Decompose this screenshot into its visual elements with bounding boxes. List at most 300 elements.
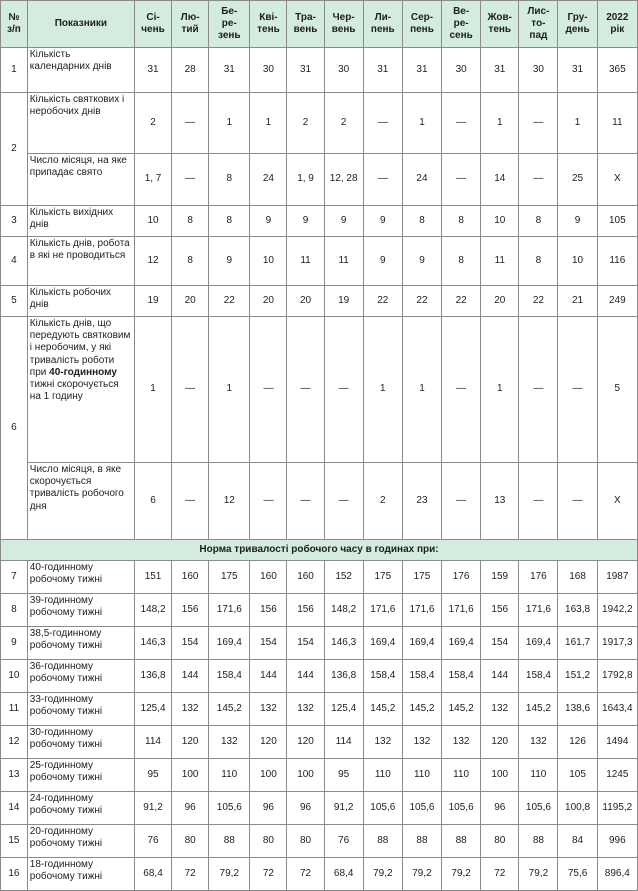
table-cell: 100 — [172, 759, 209, 792]
table-cell: 76 — [134, 825, 171, 858]
row-label: 36-годинному робочому тижні — [27, 660, 134, 693]
table-cell: 79,2 — [402, 858, 441, 891]
table-cell: 136,8 — [324, 660, 363, 693]
table-cell: 1917,3 — [597, 627, 637, 660]
row-number: 6 — [1, 317, 28, 540]
table-cell: 160 — [250, 561, 287, 594]
table-cell: 365 — [597, 48, 637, 93]
table-cell: 8 — [172, 237, 209, 286]
table-cell: 14 — [481, 154, 519, 206]
table-cell: 168 — [558, 561, 597, 594]
header-month: Сі- чень — [134, 1, 171, 48]
table-cell: 24 — [402, 154, 441, 206]
header-month: Гру- день — [558, 1, 597, 48]
table-cell: 31 — [287, 48, 324, 93]
row-number: 7 — [1, 561, 28, 594]
table-cell: 145,2 — [442, 693, 481, 726]
table-cell: 105,6 — [209, 792, 250, 825]
table-cell: 2 — [363, 463, 402, 540]
table-cell: 28 — [172, 48, 209, 93]
header-month: Сер- пень — [402, 1, 441, 48]
table-cell: 8 — [209, 206, 250, 237]
table-cell: 22 — [363, 286, 402, 317]
table-cell: 80 — [172, 825, 209, 858]
row-number: 2 — [1, 93, 28, 206]
table-cell: 20 — [172, 286, 209, 317]
table-cell: — — [558, 463, 597, 540]
table-cell: 176 — [442, 561, 481, 594]
header-month: Лю- тий — [172, 1, 209, 48]
table-cell: 163,8 — [558, 594, 597, 627]
table-cell: 132 — [402, 726, 441, 759]
table-cell: 120 — [287, 726, 324, 759]
table-cell: 110 — [209, 759, 250, 792]
row-number: 10 — [1, 660, 28, 693]
table-cell: 10 — [250, 237, 287, 286]
table-cell: — — [287, 463, 324, 540]
table-cell: 25 — [558, 154, 597, 206]
table-cell: 114 — [134, 726, 171, 759]
table-cell: 156 — [172, 594, 209, 627]
table-cell: 79,2 — [442, 858, 481, 891]
table-cell: 1, 9 — [287, 154, 324, 206]
table-cell: 22 — [209, 286, 250, 317]
table-row — [1, 463, 638, 540]
row-label: Кількість днів, робота в які не проводиться — [27, 237, 134, 286]
table-row — [1, 561, 638, 594]
table-cell: 68,4 — [134, 858, 171, 891]
table-row — [1, 726, 638, 759]
table-cell: 91,2 — [324, 792, 363, 825]
table-cell: 156 — [287, 594, 324, 627]
table-cell: 158,4 — [442, 660, 481, 693]
table-cell: — — [324, 317, 363, 463]
table-cell: 132 — [363, 726, 402, 759]
table-cell: 8 — [172, 206, 209, 237]
table-cell: 158,4 — [519, 660, 558, 693]
table-cell: 176 — [519, 561, 558, 594]
table-cell: 31 — [363, 48, 402, 93]
table-cell: 76 — [324, 825, 363, 858]
table-cell: — — [442, 317, 481, 463]
table-cell: 100 — [287, 759, 324, 792]
table-cell: 8 — [402, 206, 441, 237]
table-cell: 8 — [519, 206, 558, 237]
table-cell: 114 — [324, 726, 363, 759]
table-cell: 88 — [402, 825, 441, 858]
table-cell: 31 — [134, 48, 171, 93]
table-cell: 8 — [519, 237, 558, 286]
row-label: 33-годинному робочому тижні — [27, 693, 134, 726]
header-number: № з/п — [1, 1, 28, 48]
table-cell: — — [363, 154, 402, 206]
row-number: 12 — [1, 726, 28, 759]
table-cell: 171,6 — [442, 594, 481, 627]
table-cell: — — [324, 463, 363, 540]
table-cell: 1, 7 — [134, 154, 171, 206]
table-cell: 120 — [172, 726, 209, 759]
table-cell: — — [519, 154, 558, 206]
table-cell: 132 — [250, 693, 287, 726]
table-row — [1, 206, 638, 237]
table-cell: 8 — [442, 206, 481, 237]
table-row — [1, 759, 638, 792]
table-cell: 19 — [324, 286, 363, 317]
row-label: Число місяця, в яке скорочується тривалість робочого дня — [27, 463, 134, 540]
table-cell: 96 — [287, 792, 324, 825]
table-cell: — — [250, 317, 287, 463]
table-cell: 145,2 — [363, 693, 402, 726]
row-label-bold: 40-годинному — [49, 366, 117, 378]
table-cell: 158,4 — [402, 660, 441, 693]
table-cell: 1 — [209, 93, 250, 154]
table-cell: 1494 — [597, 726, 637, 759]
table-cell: 72 — [172, 858, 209, 891]
table-cell: 154 — [481, 627, 519, 660]
table-cell: 105,6 — [442, 792, 481, 825]
table-cell: 144 — [172, 660, 209, 693]
table-cell: 132 — [287, 693, 324, 726]
table-cell: 9 — [402, 237, 441, 286]
row-label: 18-годинному робочому тижні — [27, 858, 134, 891]
table-cell: 996 — [597, 825, 637, 858]
table-cell: 171,6 — [209, 594, 250, 627]
table-cell: 11 — [324, 237, 363, 286]
table-cell: 12 — [209, 463, 250, 540]
table-cell: 100 — [250, 759, 287, 792]
table-cell: 2 — [287, 93, 324, 154]
table-cell: 148,2 — [134, 594, 171, 627]
table-cell: 110 — [519, 759, 558, 792]
table-cell: 9 — [558, 206, 597, 237]
table-cell: — — [519, 317, 558, 463]
table-cell: 161,7 — [558, 627, 597, 660]
table-cell: 105,6 — [363, 792, 402, 825]
table-cell: 2 — [324, 93, 363, 154]
table-row — [1, 93, 638, 154]
table-cell: 1 — [558, 93, 597, 154]
table-cell: 132 — [172, 693, 209, 726]
row-label: 20-годинному робочому тижні — [27, 825, 134, 858]
table-cell: 145,2 — [209, 693, 250, 726]
table-cell: 95 — [134, 759, 171, 792]
table-cell: 31 — [558, 48, 597, 93]
row-number: 13 — [1, 759, 28, 792]
table-cell: 145,2 — [402, 693, 441, 726]
table-cell: 11 — [287, 237, 324, 286]
table-cell: 12, 28 — [324, 154, 363, 206]
table-cell: 1 — [402, 93, 441, 154]
row-label: Кількість календарних днів — [27, 48, 134, 93]
table-cell: 132 — [209, 726, 250, 759]
table-cell: 1 — [363, 317, 402, 463]
table-cell: 169,4 — [209, 627, 250, 660]
table-cell: 154 — [172, 627, 209, 660]
table-cell: 96 — [250, 792, 287, 825]
table-cell: — — [558, 317, 597, 463]
table-cell: 1792,8 — [597, 660, 637, 693]
row-number: 1 — [1, 48, 28, 93]
table-cell: 100,8 — [558, 792, 597, 825]
table-cell: 138,6 — [558, 693, 597, 726]
table-cell: 171,6 — [363, 594, 402, 627]
table-cell: 95 — [324, 759, 363, 792]
row-label: Кількість робочих днів — [27, 286, 134, 317]
table-cell: 72 — [287, 858, 324, 891]
table-row — [1, 286, 638, 317]
table-cell: 30 — [442, 48, 481, 93]
table-cell: 160 — [287, 561, 324, 594]
table-cell: 10 — [134, 206, 171, 237]
table-cell: 31 — [209, 48, 250, 93]
table-cell: 144 — [287, 660, 324, 693]
table-cell: 169,4 — [519, 627, 558, 660]
table-cell: 125,4 — [134, 693, 171, 726]
table-cell: 144 — [250, 660, 287, 693]
table-cell: 75,6 — [558, 858, 597, 891]
table-cell: 10 — [558, 237, 597, 286]
table-cell: 72 — [481, 858, 519, 891]
table-cell: 12 — [134, 237, 171, 286]
table-cell: 84 — [558, 825, 597, 858]
table-cell: 79,2 — [519, 858, 558, 891]
table-cell: 20 — [287, 286, 324, 317]
table-cell: 169,4 — [363, 627, 402, 660]
table-cell: 1 — [481, 317, 519, 463]
table-cell: 132 — [442, 726, 481, 759]
table-cell: 1 — [209, 317, 250, 463]
header-month: Тра- вень — [287, 1, 324, 48]
table-cell: 136,8 — [134, 660, 171, 693]
table-cell: — — [363, 93, 402, 154]
table-cell: 152 — [324, 561, 363, 594]
table-cell: — — [442, 463, 481, 540]
table-cell: 249 — [597, 286, 637, 317]
table-cell: 22 — [519, 286, 558, 317]
table-cell: 169,4 — [442, 627, 481, 660]
table-cell: 79,2 — [209, 858, 250, 891]
row-number: 4 — [1, 237, 28, 286]
table-cell: 105,6 — [519, 792, 558, 825]
row-label: 25-годинному робочому тижні — [27, 759, 134, 792]
header-month: Ве- ре- сень — [442, 1, 481, 48]
row-label: 39-годинному робочому тижні — [27, 594, 134, 627]
table-cell: 1 — [402, 317, 441, 463]
table-cell: 158,4 — [209, 660, 250, 693]
table-cell: 1195,2 — [597, 792, 637, 825]
table-cell: 88 — [209, 825, 250, 858]
table-cell: Х — [597, 154, 637, 206]
table-row — [1, 154, 638, 206]
table-cell: 10 — [481, 206, 519, 237]
table-cell: 2 — [134, 93, 171, 154]
section-row — [1, 540, 638, 561]
table-cell: 8 — [442, 237, 481, 286]
table-cell: 9 — [324, 206, 363, 237]
table-row — [1, 858, 638, 891]
table-cell: 24 — [250, 154, 287, 206]
table-cell: 146,3 — [324, 627, 363, 660]
row-number: 14 — [1, 792, 28, 825]
table-cell: 154 — [250, 627, 287, 660]
table-cell: 148,2 — [324, 594, 363, 627]
row-label: Кількість вихідних днів — [27, 206, 134, 237]
row-number: 15 — [1, 825, 28, 858]
table-cell: 9 — [250, 206, 287, 237]
row-label: 38,5-годинному робочому тижні — [27, 627, 134, 660]
table-cell: 896,4 — [597, 858, 637, 891]
row-number: 5 — [1, 286, 28, 317]
header-year: 2022 рік — [597, 1, 637, 48]
table-cell: 158,4 — [363, 660, 402, 693]
table-cell: 1942,2 — [597, 594, 637, 627]
row-number: 9 — [1, 627, 28, 660]
table-cell: 169,4 — [402, 627, 441, 660]
header-month: Жов- тень — [481, 1, 519, 48]
table-row — [1, 792, 638, 825]
table-cell: — — [172, 93, 209, 154]
table-cell: 5 — [597, 317, 637, 463]
row-label: Число місяця, на яке припадає свято — [27, 154, 134, 206]
table-cell: 145,2 — [519, 693, 558, 726]
table-cell: 151,2 — [558, 660, 597, 693]
table-row — [1, 693, 638, 726]
table-cell: 125,4 — [324, 693, 363, 726]
table-cell: 1 — [481, 93, 519, 154]
table-cell: 88 — [519, 825, 558, 858]
table-cell: 20 — [250, 286, 287, 317]
table-cell: 79,2 — [363, 858, 402, 891]
row-number: 3 — [1, 206, 28, 237]
table-cell: 9 — [363, 237, 402, 286]
table-cell: — — [519, 93, 558, 154]
table-cell: — — [172, 463, 209, 540]
section-title: Норма тривалості робочого часу в годинах при: — [1, 540, 638, 561]
table-cell: 105,6 — [402, 792, 441, 825]
table-cell: — — [287, 317, 324, 463]
table-cell: 120 — [250, 726, 287, 759]
table-cell: 9 — [363, 206, 402, 237]
table-row — [1, 825, 638, 858]
table-cell: 154 — [287, 627, 324, 660]
table-cell: 80 — [250, 825, 287, 858]
table-row — [1, 48, 638, 93]
table-cell: 171,6 — [519, 594, 558, 627]
row-number: 16 — [1, 858, 28, 891]
header-month: Кві- тень — [250, 1, 287, 48]
table-cell: 146,3 — [134, 627, 171, 660]
table-row — [1, 594, 638, 627]
table-row — [1, 660, 638, 693]
table-cell: 144 — [481, 660, 519, 693]
table-cell: 1245 — [597, 759, 637, 792]
table-cell: 20 — [481, 286, 519, 317]
table-row — [1, 627, 638, 660]
table-row — [1, 317, 638, 463]
table-cell: 88 — [442, 825, 481, 858]
table-cell: — — [442, 93, 481, 154]
table-cell: 105 — [558, 759, 597, 792]
table-cell: — — [172, 154, 209, 206]
row-label: 24-годинному робочому тижні — [27, 792, 134, 825]
row-label: Кількість святкових і неробочих днів — [27, 93, 134, 154]
table-cell: 171,6 — [402, 594, 441, 627]
table-cell: 132 — [519, 726, 558, 759]
row-label: 30-годинному робочому тижні — [27, 726, 134, 759]
table-cell: 175 — [363, 561, 402, 594]
table-cell: 96 — [481, 792, 519, 825]
table-cell: 175 — [402, 561, 441, 594]
table-cell: 120 — [481, 726, 519, 759]
table-cell: 80 — [287, 825, 324, 858]
table-cell: 72 — [250, 858, 287, 891]
table-cell: 100 — [481, 759, 519, 792]
table-cell: 88 — [363, 825, 402, 858]
row-label: 40-годинному робочому тижні — [27, 561, 134, 594]
table-cell: 160 — [172, 561, 209, 594]
table-cell: 31 — [402, 48, 441, 93]
row-label — [27, 317, 134, 463]
table-cell: 6 — [134, 463, 171, 540]
table-cell: 110 — [442, 759, 481, 792]
header-month: Лис- то- пад — [519, 1, 558, 48]
header-month: Ли- пень — [363, 1, 402, 48]
table-cell: 31 — [481, 48, 519, 93]
table-cell: 126 — [558, 726, 597, 759]
table-cell: 151 — [134, 561, 171, 594]
table-cell: 1 — [250, 93, 287, 154]
table-row — [1, 237, 638, 286]
table-cell: 1 — [134, 317, 171, 463]
table-cell: — — [250, 463, 287, 540]
table-cell: 105 — [597, 206, 637, 237]
table-cell: 9 — [209, 237, 250, 286]
table-cell: 68,4 — [324, 858, 363, 891]
table-header-row — [1, 1, 638, 48]
table-cell: 1987 — [597, 561, 637, 594]
row-label-part: тижні скорочується на 1 годину — [29, 378, 119, 403]
table-cell: 110 — [402, 759, 441, 792]
table-cell: 96 — [172, 792, 209, 825]
table-cell: 22 — [442, 286, 481, 317]
table-cell: 110 — [363, 759, 402, 792]
header-indicator: Показники — [27, 1, 134, 48]
table-cell: 80 — [481, 825, 519, 858]
table-cell: 30 — [519, 48, 558, 93]
table-cell: 8 — [209, 154, 250, 206]
table-cell: 23 — [402, 463, 441, 540]
table-cell: 156 — [481, 594, 519, 627]
table-cell: — — [172, 317, 209, 463]
table-cell: 11 — [597, 93, 637, 154]
row-number: 8 — [1, 594, 28, 627]
table-cell: Х — [597, 463, 637, 540]
table-cell: 116 — [597, 237, 637, 286]
row-label-part: Кількість днів, що передують святковим і неробочим, у які тривалість роботи при — [29, 318, 131, 378]
table-cell: — — [442, 154, 481, 206]
table-cell: 11 — [481, 237, 519, 286]
table-cell: 91,2 — [134, 792, 171, 825]
table-cell: 156 — [250, 594, 287, 627]
row-number: 11 — [1, 693, 28, 726]
table-cell: 159 — [481, 561, 519, 594]
table-cell: 1643,4 — [597, 693, 637, 726]
table-cell: 175 — [209, 561, 250, 594]
header-month: Бе- ре- зень — [209, 1, 250, 48]
table-cell: 132 — [481, 693, 519, 726]
table-cell: — — [519, 463, 558, 540]
header-month: Чер- вень — [324, 1, 363, 48]
